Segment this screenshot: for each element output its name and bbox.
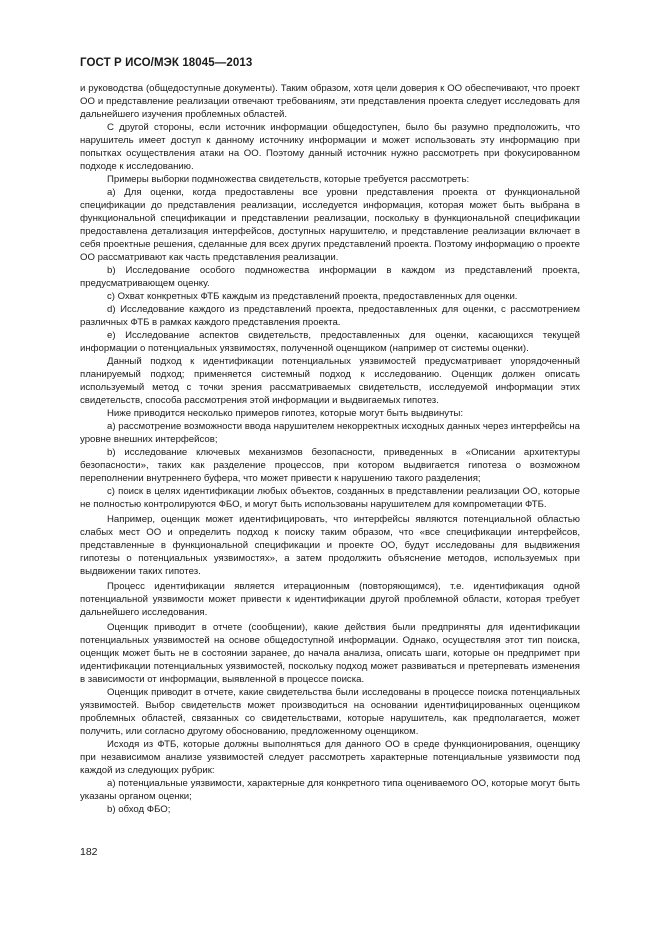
- paragraph: Примеры выборки подмножества свидетельств, которые требуется рассмотреть:: [107, 174, 470, 185]
- list-item: b) Исследование особого подмножества информации в каждом из представлений проекта, предусматривающем оценку.: [80, 265, 580, 289]
- document-header: ГОСТ Р ИСО/МЭК 18045—2013: [80, 57, 253, 69]
- list-item: а) рассмотрение возможности ввода нарушителем некорректных исходных данных через интерфейсы на уровне внешних интерфейсов;: [80, 421, 580, 445]
- list-item: c) Охват конкретных ФТБ каждым из представлений проекта, предоставленных для оценки.: [107, 291, 518, 302]
- list-item: b) обход ФБО;: [107, 804, 171, 815]
- paragraph: Процесс идентификации является итерационным (повторяющимся), т.е. идентификация одной потенциальной уязвимости может привести к идентификации другой проблемной области, которая требует дальнейшего исследования.: [80, 581, 580, 618]
- list-item: d) Исследование каждого из представлений проекта, предоставленных для оценки, с рассмотрением различных ФТБ в рамках каждого представления проекта.: [80, 304, 580, 328]
- list-item: b) исследование ключевых механизмов безопасности, приведенных в «Описании архитектуры безопасности», таких как разделение процессов, при котором выдвигается гипотеза о возможном переполнении внутреннего буфера, что может привести к нарушению такого разделения;: [80, 447, 580, 484]
- list-item: а) Для оценки, когда предоставлены все уровни представления проекта от функциональной спецификации до представления реализации, исследуется информация, которая может быть выбрана в функциональной спецификации и представлении реализации, поскольку в функциональной спецификации предоставлена детализация интерфейсов, доступных нарушителю, и представление реализации включает в себя проектные решения, сделанные для всех других представлений проекта. Поэтому информацию о проекте ОО рассматривают как часть представления реализации.: [80, 187, 580, 263]
- paragraph: Исходя из ФТБ, которые должны выполняться для данного ОО в среде функционирования, оценщику при независимом анализе уязвимостей следует рассмотреть характерные потенциальные уязвимости под каждой из следующих рубрик:: [80, 739, 580, 776]
- paragraph: С другой стороны, если источник информации общедоступен, было бы разумно предположить, что нарушитель имеет доступ к данному источнику информации и может использовать эту информацию при попытках осуществления атаки на ОО. Поэтому данный источник нужно рассмотреть при фокусированном подходе к исследованию.: [80, 122, 580, 172]
- list-item: e) Исследование аспектов свидетельств, предоставленных для оценки, касающихся текущей информации о потенциальных уязвимостях, полученной оценщиком (например от системы оценки).: [80, 330, 580, 354]
- page-number: 182: [80, 846, 98, 858]
- paragraph: Например, оценщик может идентифицировать, что интерфейсы являются потенциальной областью слабых мест ОО и определить подход к поиску таким образом, что «все спецификации интерфейсов, представленные в функциональной спецификации и проекте ОО, будут исследованы для выдвижения гипотезы о потенциальных уязвимостях», а затем продолжить объяснение методов, используемых при выдвижении таких гипотез.: [80, 514, 580, 577]
- list-item: а) потенциальные уязвимости, характерные для конкретного типа оцениваемого ОО, которые могут быть указаны органом оценки;: [80, 778, 580, 802]
- paragraph: Оценщик приводит в отчете (сообщении), какие действия были предприняты для идентификации потенциальных уязвимостей на основе общедоступной информации. Однако, осуществляя этот тип поиска, оценщик может быть не в состоянии заранее, до начала анализа, описать шаги, которые он предпримет при идентификации потенциальных уязвимостей, поскольку подход может развиваться и претерпевать изменения в зависимости от информации, выявленной в процессе поиска.: [80, 622, 580, 685]
- paragraph: Ниже приводится несколько примеров гипотез, которые могут быть выдвинуты:: [107, 408, 464, 419]
- list-item: c) поиск в целях идентификации любых объектов, созданных в представлении реализации ОО, которые не полностью контролируются ФБО, и могут быть использованы нарушителем для компрометации ФТБ.: [80, 486, 580, 510]
- document-body: [80, 82, 580, 816]
- paragraph: Оценщик приводит в отчете, какие свидетельства были исследованы в процессе поиска потенциальных уязвимостей. Выбор свидетельств может производиться на основании идентифицированных оценщиком проблемных областей, связанных со свидетельствами, которые нарушитель, как предполагается, может получить, или согласно другому обоснованию, предложенному оценщиком.: [80, 687, 580, 737]
- paragraph: Данный подход к идентификации потенциальных уязвимостей предусматривает упорядоченный планируемый подход; применяется системный подход к исследованию. Оценщик должен описать используемый метод с точки зрения рассматриваемых свидетельств, исследуемой информации этих свидетельств, способа рассмотрения этой информации и выдвигаемых гипотез.: [80, 356, 580, 406]
- paragraph: и руководства (общедоступные документы). Таким образом, хотя цели доверия к ОО обеспечивают, что проект ОО и представление реализации отвечают требованиям, эти представления проекта следует исследовать для дальнейшего изучения проблемных областей.: [80, 83, 580, 120]
